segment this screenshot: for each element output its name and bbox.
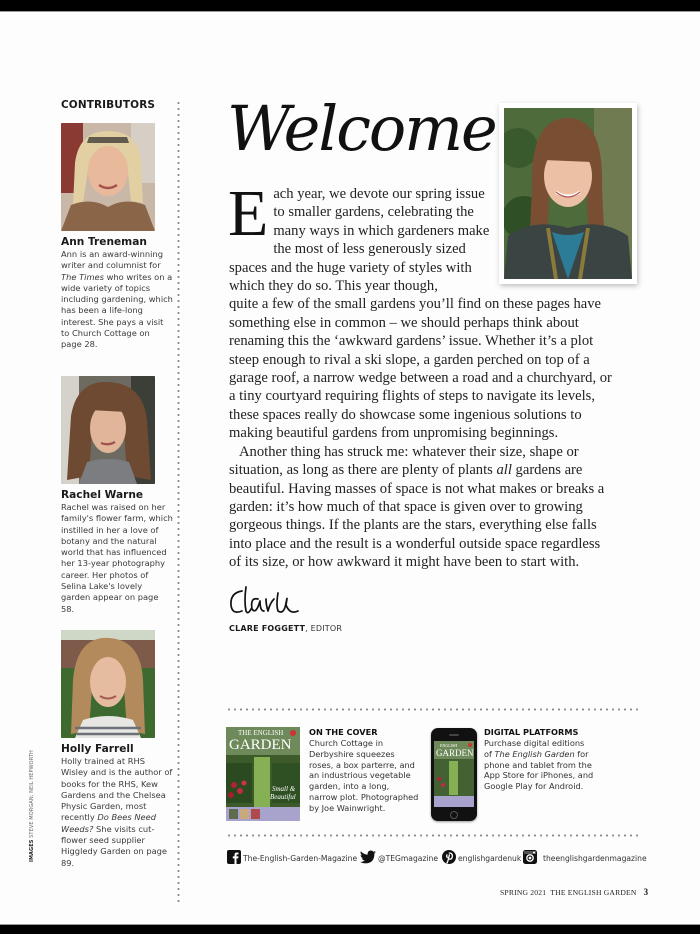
svg-text:ENGLISH: ENGLISH xyxy=(440,743,458,748)
contributor-bio: Holly trained at RHS Wisley and is the author of books for the RHS, Kew Gardens and the Chelsea Physic Garden, most recently Do Bees Need Weeds? She visits cut-flower seed supplier Higgledy Garden on page 89. xyxy=(61,756,173,868)
image-credit: IMAGES STEVE MORGAN; NEIL HEPWORTH xyxy=(29,750,35,862)
top-black-band xyxy=(0,0,700,12)
digital-platforms-heading: DIGITAL PLATFORMS xyxy=(484,727,579,737)
phone-image[interactable] xyxy=(431,728,477,821)
digital-platforms-section xyxy=(484,727,594,792)
folio-magazine: THE ENGLISH GARDEN xyxy=(550,888,637,897)
contributor-name: Holly Farrell xyxy=(61,743,134,755)
svg-text:GARDEN: GARDEN xyxy=(229,737,292,753)
page-title: Welcome xyxy=(227,92,496,165)
editor-signature xyxy=(228,585,300,624)
facebook-icon xyxy=(227,850,241,864)
paragraph-2: Another thing has struck me: whatever their size, shape or situation, as long as there are plenty of plants all gardens are beautiful. Having masses of space is not what makes or breaks a garden: it’s how much of that space is given over to growing gorgeous things. If the plants are the stars, everything else falls into place and the result is a wonderful outside space regardless of its size, or how awkward it might have been to start with. xyxy=(229,443,605,571)
pinterest-icon xyxy=(442,850,456,864)
contributor-name: Ann Treneman xyxy=(61,236,147,248)
instagram-handle: theenglishgardenmagazine xyxy=(543,854,647,863)
contributors-sidebar xyxy=(61,99,173,868)
on-the-cover-text: Church Cottage in Derbyshire squeezes roses, a box parterre, and an industrious vegetable garden, into a long, narrow plot. Photographed by Joe Wainwright. xyxy=(309,738,419,813)
instagram-icon xyxy=(523,850,537,864)
contributors-heading: CONTRIBUTORS xyxy=(61,99,156,111)
svg-text:Small &: Small & xyxy=(272,785,296,793)
social-facebook[interactable] xyxy=(227,848,357,864)
phone-speaker xyxy=(449,734,459,736)
contributor-bio: Ann is an award-winning writer and columnist for The Times who writes on a wide variety of topics including gardening, which has been a life-long interest. She pays a visit to Church Cottage on page 28. xyxy=(61,249,173,350)
phone-home-button xyxy=(450,811,458,819)
social-pinterest[interactable] xyxy=(442,848,521,864)
vertical-dotted-divider xyxy=(177,100,180,905)
horizontal-dotted-divider xyxy=(226,834,638,837)
contributor-ann-treneman xyxy=(61,123,173,351)
contributor-photo xyxy=(61,376,155,484)
paragraph-1: Each year, we devote our spring issue to smaller gardens, celebrating the many ways in which gardeners make the most of less generously sized spaces and the huge variety of styles with which they do so. This year though, quite a few of the small gardens you’ll find on these pages have something else in common – we should perhaps think about renaming this the ‘awkward gardens’ issue. Whether it’s a plot steep enough to rival a ski slope, a garden perched on top of a garage roof, a narrow wedge between a road and a churchyard, or a tiny courtyard requiring flights of steps to navigate its levels, these spaces really do showcase some ingenious solutions to making beautiful gardens from unpromising beginnings. xyxy=(228,177,612,442)
cover-thumbnail[interactable] xyxy=(226,727,300,821)
dropcap-letter: E xyxy=(228,177,269,250)
digital-platforms-text: Purchase digital editions of The English Garden for phone and tablet from the App Store for iPhones, and Google Play for Android. xyxy=(484,738,594,792)
contributor-photo xyxy=(61,123,155,231)
svg-text:Beautiful: Beautiful xyxy=(270,793,296,801)
contributor-name: Rachel Warne xyxy=(61,489,144,501)
social-links xyxy=(227,848,647,864)
contributor-rachel-warne xyxy=(61,376,173,615)
twitter-icon xyxy=(360,850,376,864)
social-instagram[interactable] xyxy=(523,848,647,864)
on-the-cover-heading: ON THE COVER xyxy=(309,727,378,737)
editor-credit: CLARE FOGGETT, EDITOR xyxy=(229,624,343,633)
page-folio xyxy=(500,887,648,897)
facebook-handle: The-English-Garden-Magazine xyxy=(243,854,358,863)
horizontal-dotted-divider xyxy=(226,708,638,711)
phone-screen xyxy=(434,741,474,807)
contributor-photo xyxy=(61,630,155,738)
bottom-black-band xyxy=(0,924,700,934)
editorial-body xyxy=(228,177,614,572)
contributor-holly-farrell xyxy=(61,630,173,869)
pinterest-handle: englishgardenuk xyxy=(458,854,522,863)
on-the-cover-section xyxy=(309,727,419,814)
folio-issue: SPRING 2021 xyxy=(500,888,547,897)
twitter-handle: @TEGmagazine xyxy=(378,854,439,863)
svg-text:THE ENGLISH: THE ENGLISH xyxy=(238,729,284,737)
social-twitter[interactable] xyxy=(360,848,438,864)
page-number: 3 xyxy=(643,887,649,897)
svg-text:GARDEN: GARDEN xyxy=(436,748,474,758)
contributor-bio: Rachel was raised on her family's flower farm, which instilled in her a love of botany and the natural world that has influenced her 13-year photography career. Her photos of Selina Lake's lovely garden appear on page 58. xyxy=(61,502,173,614)
